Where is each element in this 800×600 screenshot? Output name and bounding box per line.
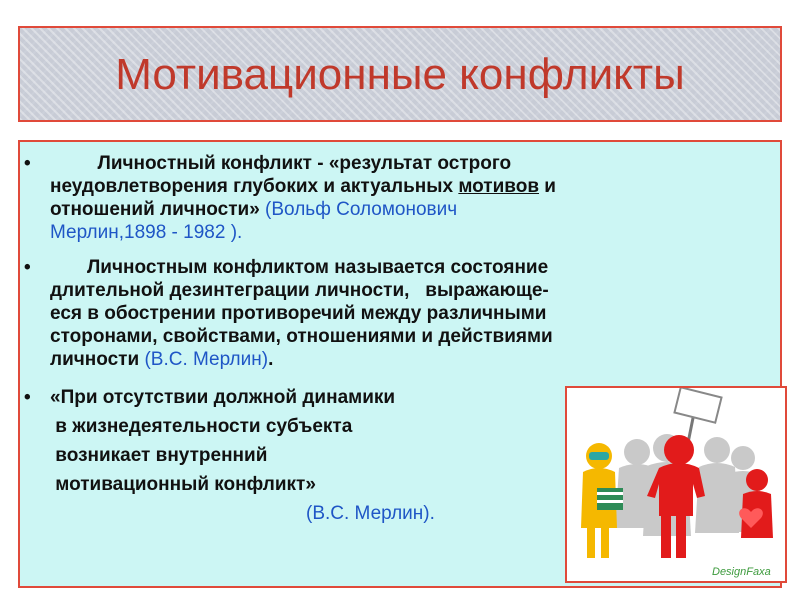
illustration-frame	[565, 386, 787, 583]
slide-title: Мотивационные конфликты	[115, 50, 685, 99]
text-line: неудовлетворения глубоких и актуальных мотивов и	[50, 176, 556, 197]
text-line: личности (В.С. Мерлин).	[50, 349, 274, 370]
bullet-text	[50, 256, 760, 371]
conflict-figures-illustration	[567, 388, 785, 581]
citation: (Вольф Соломонович	[259, 199, 458, 220]
text-line: отношений личности» (Вольф Соломонович	[50, 199, 458, 220]
text-line: возникает внутренний	[50, 445, 268, 466]
text-line: сторонами, свойствами, отношениями и действиями	[50, 326, 553, 347]
text-line: Личностным конфликтом называется состояние	[50, 257, 549, 278]
yellow-figure	[581, 443, 623, 558]
text-line: «При отсутствии должной динамики	[50, 387, 396, 408]
text-line: Личностный конфликт - «результат острого	[50, 153, 512, 174]
title-box	[18, 26, 782, 122]
bullet-marker: •	[24, 257, 31, 278]
bullet-text	[50, 152, 760, 244]
watermark-logo: DesignFaxa	[712, 566, 771, 578]
citation: (В.С. Мерлин)	[139, 349, 269, 370]
text-line	[50, 221, 760, 244]
text-line: еся в обострении противоречий между различными	[50, 303, 547, 324]
citation: Мерлин,1898 - 1982 ).	[50, 222, 243, 243]
text-line: в жизнедеятельности субъекта	[50, 416, 353, 437]
bullet-marker: •	[24, 153, 31, 174]
text-line: мотивационный конфликт»	[50, 474, 316, 495]
citation: (В.С. Мерлин).	[306, 503, 435, 524]
bullet-marker: •	[24, 387, 31, 408]
text-line: длительной дезинтеграции личности, выражающе-	[50, 280, 549, 301]
